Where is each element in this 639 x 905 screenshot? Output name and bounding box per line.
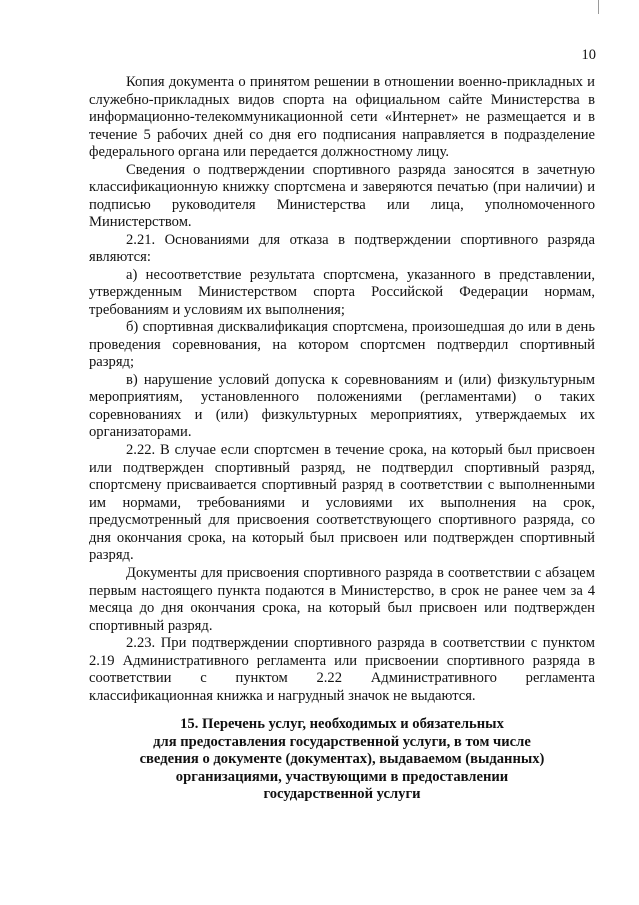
section-heading (89, 716, 595, 804)
paragraph-2-23-book-and-badge: 2.23. При подтверждении спортивного разряда в соответствии с пунктом 2.19 Административного регламента или присвоении спортивного разряда в соответствии с пунктом 2.22 Административного регламента классификационная книжка и нагрудный значок не выдаются. (89, 635, 595, 704)
paragraph-documents-submission: Документы для присвоения спортивного разряда в соответствии с абзацем первым настоящего пункта подаются в Министерство, в срок не ранее чем за 4 месяца до дня окончания срока, на который был присвоен или подтвержден спортивный разряд. (89, 565, 595, 634)
section-heading-line: государственной услуги (263, 786, 421, 803)
section-heading-line: для предоставления государственной услуги, в том числе (153, 733, 531, 750)
paragraph-refusal-item-b: б) спортивная дисквалификация спортсмена, произошедшая до или в день проведения соревнования, на котором спортсмен подтвердил спортивный разряд; (89, 319, 595, 370)
paragraph-refusal-item-c: в) нарушение условий допуска к соревнованиям и (или) физкультурным мероприятиям, установленного положениями (регламентами) о таких соревнованиях и (или) физкультурных мероприятиях, утверждаемых их организаторами. (89, 371, 595, 440)
paragraph-2-21-grounds-for-refusal: 2.21. Основаниями для отказа в подтверждении спортивного разряда являются: (89, 231, 595, 265)
section-heading-line: организациями, участвующими в предоставлении (175, 768, 509, 785)
scan-edge-mark (598, 0, 599, 14)
paragraph-2-22-reassignment: 2.22. В случае если спортсмен в течение срока, на который был присвоен или подтвержден спортивный разряд, не подтвердил спортивный разряд, спортсмену присваивается спортивный разряд в соответствии с выполненными им нормами, требованиями и условиями их выполнения на срок, предусмотренный для присвоения соответствующего спортивного разряда, со дня окончания срока, на который был присвоен или подтвержден спортивный разряд. (89, 442, 595, 563)
section-heading-line: сведения о документе (документах), выдаваемом (выданных) (139, 751, 545, 768)
section-heading-line: 15. Перечень услуг, необходимых и обязательных (180, 716, 504, 732)
paragraph-refusal-item-a: а) несоответствие результата спортсмена, указанного в представлении, утвержденным Министерством спорта Российской Федерации нормам, требованиям и условиям их выполнения; (89, 266, 595, 318)
paragraph-record-in-book: Сведения о подтверждении спортивного разряда заносятся в зачетную классификационную книжку спортсмена и заверяются печатью (при наличии) и подписью руководителя Министерства или лица, уполномоченного Министерством. (89, 161, 595, 230)
page-number: 10 (581, 47, 596, 63)
body-text (89, 74, 595, 705)
paragraph-copy-of-decision: Копия документа о принятом решении в отношении военно-прикладных и служебно-прикладных видов спорта на официальном сайте Министерства в информационно-телекоммуникационной сети «Интернет» не размещается и в течение 5 рабочих дней со дня его подписания направляется в подразделение федерального органа или передается должностному лицу. (89, 74, 595, 160)
